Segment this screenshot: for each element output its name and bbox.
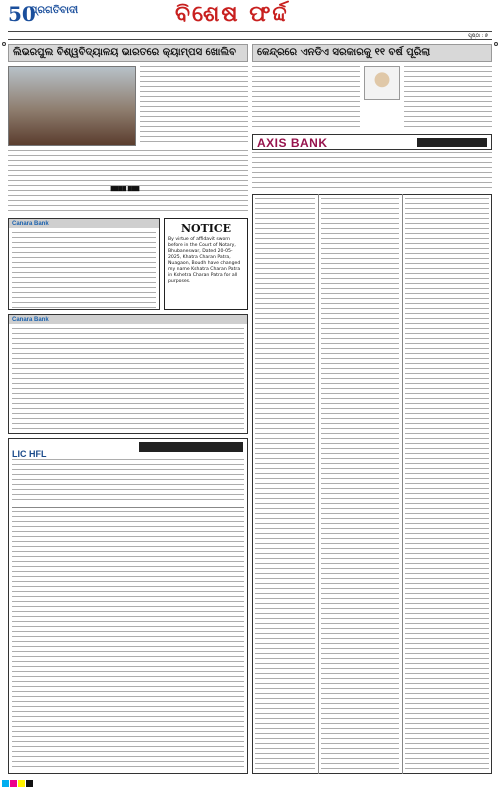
axis-col-3 [405, 198, 489, 770]
axis-bank-header [252, 134, 492, 150]
lic-hfl-ad [8, 438, 248, 774]
newspaper-logo-numeral: 50 [8, 2, 36, 26]
modi-photo [364, 66, 400, 100]
name-change-notice [164, 218, 248, 310]
liverpool-story-body [8, 150, 248, 214]
axis-notice-tag [417, 138, 487, 147]
newspaper-logo-name: ପ୍ରଗତିବାଦୀ [30, 5, 79, 16]
canara-bank-logo-2: Canara Bank [12, 317, 49, 323]
registration-mark [494, 42, 498, 46]
notice-body: By virtue of affidavit sworn before in the Court of Notary, Bhubaneswar, Dated 20-05-2025, Khatra Charan Patra, Nuagaon, Boudh have changed my name Kshatra Charan Patra in Kshetra Charan Patra for all purposes. [168, 237, 241, 284]
dateline [8, 31, 492, 40]
nda-story-text [252, 66, 360, 128]
cmyk-swatch [2, 780, 9, 787]
headline-liverpool: ଲିଭରପୁଲ ବିଶ୍ୱବିଦ୍ୟାଳୟ ଭାରତରେ କ୍ୟାମ୍ପସ ଖୋଲିବ [8, 44, 248, 62]
registration-mark [2, 42, 6, 46]
lic-notice-tag [139, 442, 243, 452]
axis-col-2 [321, 198, 399, 770]
sub-headline: ▇▇▇▇ ▇▇▇ [110, 186, 140, 192]
axis-bank-logo: AXIS BANK [257, 136, 328, 150]
canara-bank-ad-1 [8, 218, 160, 310]
axis-col-1 [255, 198, 315, 770]
liverpool-story-text [140, 66, 248, 146]
cmyk-swatch [26, 780, 33, 787]
canara-bank-logo: Canara Bank [12, 221, 49, 227]
liverpool-photo [8, 66, 136, 146]
axis-bank-notice-body [252, 152, 492, 192]
nda-story-text-right [404, 66, 492, 128]
page-number: ପୃଷ୍ଠା : ୭ [468, 33, 488, 39]
lic-hfl-logo: LIC HFL [12, 449, 47, 459]
cmyk-swatch [18, 780, 25, 787]
canara-bank-ad-2 [8, 314, 248, 434]
section-title: ବିଶେଷ ଫର୍ଦ୍ଦ [175, 2, 289, 27]
headline-nda: କେନ୍ଦ୍ରରେ ଏନଡିଏ ସରକାରକୁ ୧୧ ବର୍ଷ ପୂରିଲା [252, 44, 492, 62]
notice-title: NOTICE [180, 222, 232, 235]
masthead [0, 0, 500, 40]
cmyk-swatch [10, 780, 17, 787]
